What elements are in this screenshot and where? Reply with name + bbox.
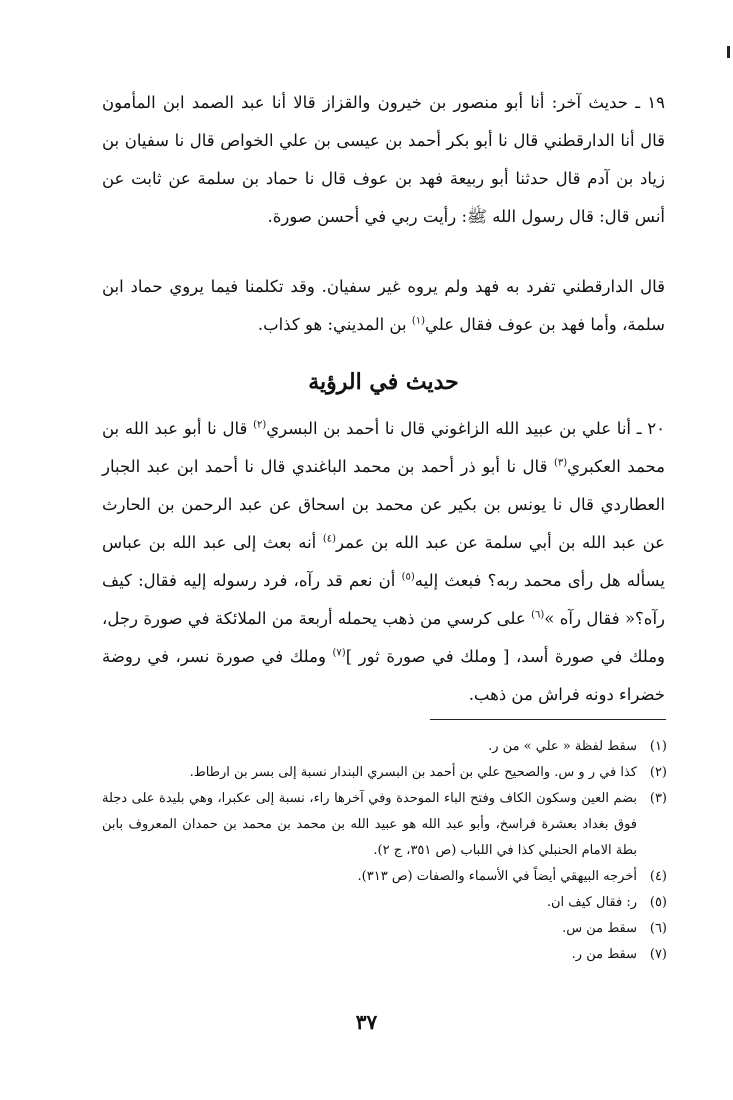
footnote-ref-6: (٦) [531, 609, 545, 621]
footnote-number: (١) [649, 739, 667, 754]
hadith-20-paragraph [102, 410, 665, 714]
commentary-text-end: بن المديني: هو كذاب. [257, 315, 412, 334]
footnote-item [102, 890, 667, 916]
footnote-ref-5: (٥) [401, 571, 415, 583]
hadith-19-paragraph [102, 84, 665, 236]
footnote-text: كذا في ر و س. والصحيح علي بن أحمد بن البسري البندار نسبة إلى بسر بن ارطاط. [189, 765, 637, 780]
commentary-paragraph [102, 268, 665, 344]
footnote-number: (٦) [649, 921, 667, 936]
footnote-number: (٥) [649, 895, 667, 910]
hadith-20-segment: قال نا أبو عبد الله بن محمد العكبري [102, 419, 665, 476]
footnote-separator [430, 719, 666, 720]
footnote-number: (٧) [649, 947, 667, 962]
hadith-20-segment: أنه بعث إلى عبد الله بن عباس يسأله هل رأى محمد ربه؟ فبعث إليه [102, 533, 665, 590]
footnote-ref-7: (٧) [332, 647, 346, 659]
page-number: ٣٧ [355, 1010, 378, 1034]
footnote-item [102, 760, 667, 786]
hadith-20-segment: أن نعم قد رآه، فرد رسوله إليه فقال: كيف رآه؟« فقال رآه » [102, 571, 666, 628]
footnote-ref-2: (٢) [253, 419, 267, 431]
footnote-item [102, 916, 667, 942]
footnote-text: أخرجه البيهقي أيضاً في الأسماء والصفات (ص ٣١٣). [357, 869, 637, 884]
footnote-text: سقط من س. [562, 921, 637, 936]
footnote-item [102, 864, 667, 890]
footnote-text: بضم العين وسكون الكاف وفتح الباء الموحدة وفي آخرها راء، نسبة إلى عكبرا، وهي بليدة على دجلة فوق بغداد بعشرة فراسخ، وأبو عبد الله هو عبيد الله بن محمد بن محمد بن حمدان المعروف بابن بطة الامام الحنبلي كذا في اللباب (ص ٣٥١، ج ٢). [102, 791, 637, 858]
footnote-text: ر: فقال كيف ان. [546, 895, 637, 910]
footnotes [102, 734, 667, 968]
commentary-text: قال الدارقطني تفرد به فهد ولم يروه غير سفيان. وقد تكلمنا فيما يروي حماد ابن سلمة، وأما فهد بن عوف فقال علي [102, 277, 665, 334]
footnote-number: (٣) [649, 791, 667, 806]
hadith-20-segment: قال نا أبو ذر أحمد بن محمد الباغندي قال نا أحمد ابن عبد الجبار العطاردي قال نا يونس بن بكير عن محمد بن اسحاق عن عبد الرحمن بن الحارث عن عبد الله بن أبي سلمة عن عبد الله بن عمر [102, 457, 666, 552]
hadith-20-segment: على كرسي من ذهب يحمله أربعة من الملائكة في صورة رجل، وملك في صورة أسد، [ وملك في صورة ثور ] [102, 609, 666, 666]
footnote-ref-4: (٤) [322, 533, 337, 545]
footnote-number: (٢) [649, 765, 667, 780]
footnote-ref-3: (٣) [553, 457, 568, 469]
hadith-20-segment: وملك في صورة نسر، في روضة خضراء دونه فراش من ذهب. [102, 647, 665, 704]
footnote-item [102, 942, 667, 968]
hadith-20-segment: ٢٠ ـ أنا علي بن عبيد الله الزاغوني قال نا أحمد بن البسري [266, 419, 665, 438]
section-heading: حديث في الرؤية [308, 369, 459, 395]
footnote-text: سقط لفظة « علي » من ر. [488, 739, 637, 754]
hadith-19-text: ١٩ ـ حديث آخر: أنا أبو منصور بن خيرون والقزاز قالا أنا عبد الصمد ابن المأمون قال أنا الدارقطني قال نا أبو بكر أحمد بن عيسى بن علي الخواص قال نا سفيان بن زياد بن آدم قال حدثنا أبو ربيعة فهد بن عوف قال نا حماد بن سلمة عن ثابت عن أنس قال: قال رسول الله ﷺ: رأيت ربي في أحسن صورة. [102, 93, 665, 226]
footnote-text: سقط من ر. [571, 947, 637, 962]
footnote-item [102, 786, 667, 864]
footnote-number: (٤) [649, 869, 667, 884]
margin-mark [727, 46, 730, 58]
footnote-item [102, 734, 667, 760]
footnote-ref-1: (١) [411, 315, 426, 327]
